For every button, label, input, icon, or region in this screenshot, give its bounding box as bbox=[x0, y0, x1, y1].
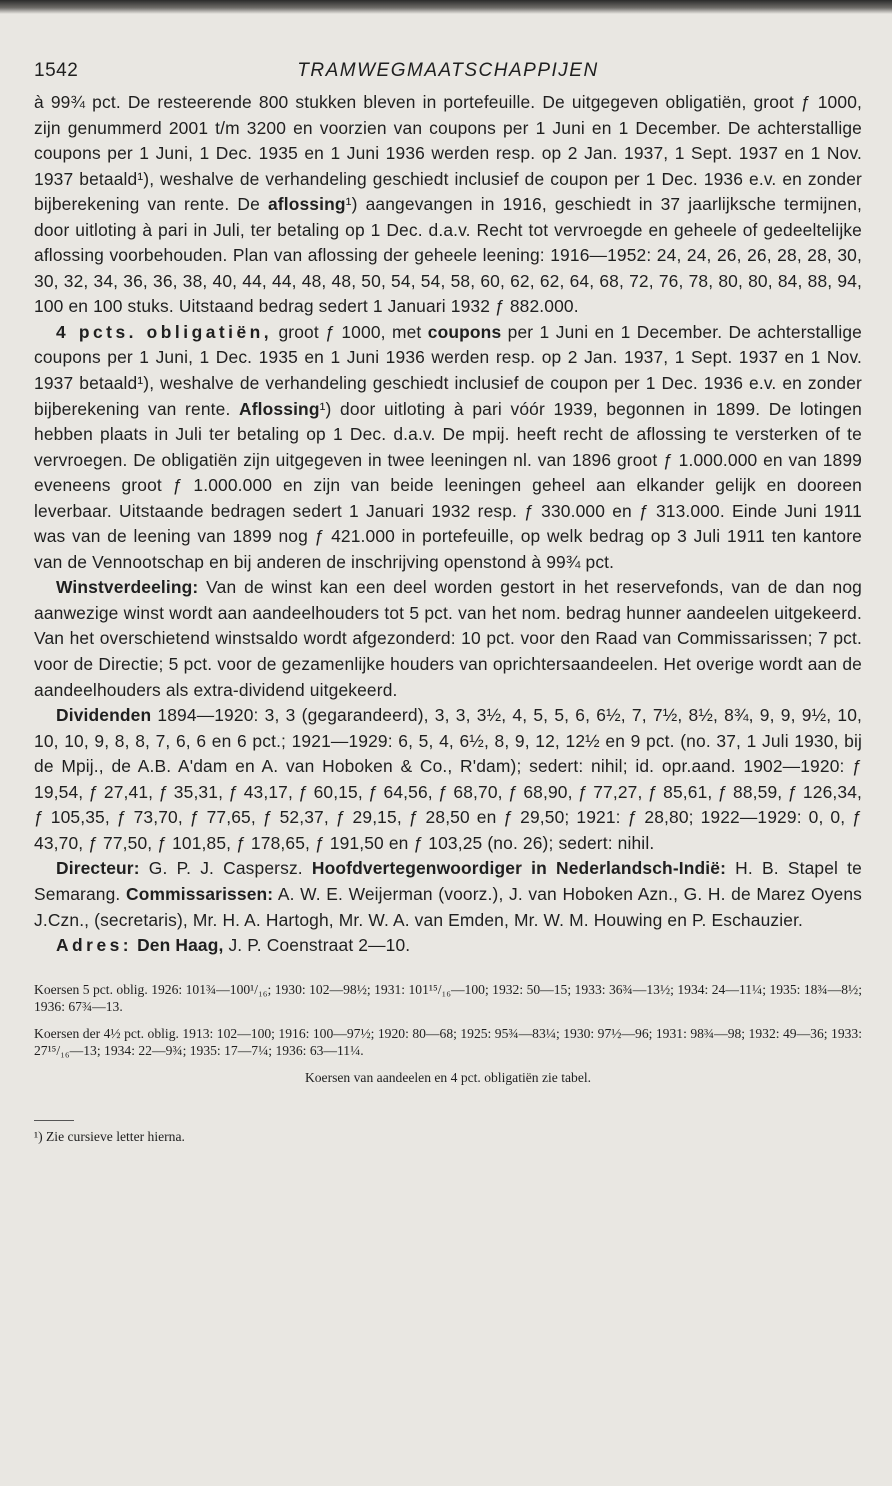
koersen-block bbox=[34, 981, 862, 1087]
text-run: groot ƒ 1000, met bbox=[272, 321, 428, 342]
text-run: 1894—1920: 3, 3 (gegarandeerd), 3, 3, 3½, 4, 5, 5, 6, 6½, 7, 7½, 8½, 8¾, 9, 9, 9½, 10, 10, 10, 9, 8, 8, 7, 6, 6 en 6 pct.; 1921—1929: 6, 5, 4, 6½, 8, 9, 12, 12½ en 9 pct. (no. 37, 1 Juli 1930, bij de Mpij., de A.B. A'dam en A. van Hoboken & Co., R'dam); sedert: nihil; id. opr.aand. 1902—1920: ƒ 19,54, ƒ 27,41, ƒ 35,31, ƒ 43,17, ƒ 60,15, ƒ 64,56, ƒ 68,70, ƒ 68,90, ƒ 77,27, ƒ 85,61, ƒ 88,59, ƒ 126,34, ƒ 105,35, ƒ 73,70, ƒ 77,65, ƒ 52,37, ƒ 29,15, ƒ 28,50 en ƒ 29,50; 1921: ƒ 28,80; 1922—1929: 0, 0, ƒ 43,70, ƒ 77,50, ƒ 101,85, ƒ 178,65, ƒ 191,50 en ƒ 103,25 (no. 26); sedert: nihil. bbox=[34, 705, 862, 853]
text-run: ¹) aangevangen in 1916, geschiedt in 37 jaarlijksche termijnen, door uitloting à pari in Juli, ter betaling op 1 Dec. d.a.v. Recht tot vervroegde en geheele of gedeeltelijke aflossing voorbehouden. Plan van aflossing der geheele leening: 1916—1952: 24, 24, 26, 26, 28, 28, 30, 30, 32, 34, 36, 36, 38, 40, 44, 44, 48, 48, 50, 54, 54, 58, 60, 62, 62, 64, 68, 72, 76, 78, 80, 80, 84, 88, 94, 100 en 100 stuks. Uitstaand bedrag sedert 1 Januari 1932 ƒ 882.000. bbox=[34, 194, 863, 317]
paragraph-adres bbox=[34, 933, 862, 959]
koersen-4half-pct: Koersen der 4½ pct. oblig. 1913: 102—100; 1916: 100—97½; 1920: 80—68; 1925: 95¾—83¼; 1930: 97½—96; 1931: 98¾—98; 1932: 49—36; 1933: 27¹⁵/₁₆—13; 1934: 22—9¾; 1935: 17—7¼; 1936: 63—11¼. bbox=[34, 1025, 862, 1059]
page-number: 1542 bbox=[34, 60, 79, 81]
paragraph-aflossing bbox=[34, 90, 862, 320]
koersen-5pct: Koersen 5 pct. oblig. 1926: 101¾—100¹/₁₆; 1930: 102—98½; 1931: 101¹⁵/₁₆—100; 1932: 50—15; 1933: 36¾—13½; 1934: 24—11¼; 1935: 18¾—8½; 1936: 67¾—13. bbox=[34, 981, 862, 1015]
paragraph-obligaties bbox=[34, 320, 862, 575]
main-text bbox=[34, 90, 862, 959]
bold-term: Aflossing bbox=[239, 398, 320, 419]
koersen-note: Koersen van aandeelen en 4 pct. obligatiën zie tabel. bbox=[304, 1069, 592, 1085]
spaced-heading: 4 pcts. obligatiën, bbox=[56, 321, 273, 342]
scan-top-edge bbox=[0, 0, 892, 14]
text-run: J. P. Coenstraat 2—10. bbox=[223, 935, 411, 956]
footnote-rule bbox=[34, 1120, 74, 1121]
bold-term: Dividenden bbox=[56, 705, 152, 726]
bold-term: Hoofdvertegenwoordiger in Nederlandsch-Indië: bbox=[311, 858, 727, 879]
text-run: à 99¾ pct. De resteerende 800 stukken bleven in portefeuille. De uitgegeven obligatiën, groot ƒ 1000, zijn genummerd 2001 t/m 3200 en voorzien van coupons per 1 Juni en 1 December. De achterstallige coupons per 1 Juni, 1 Dec. 1935 en 1 Juni 1936 werden resp. op 2 Jan. 1937, 1 Sept. 1937 en 1 Nov. 1937 betaald¹), weshalve de verhandeling geschiedt inclusief de coupon per 1 Dec. 1936 e.v. en zonder bijberekening van rente. De bbox=[34, 92, 862, 215]
text-run: Van de winst kan een deel worden gestort in het reservefonds, van de dan nog aanwezige winst wordt aan aandeelhouders tot 5 pct. van het nom. bedrag hunner aandeelen uitgekeerd. Van het overschietend winstsaldo wordt afgezonderd: 10 pct. voor den Raad van Commissarissen; 7 pct. voor de Directie; 5 pct. voor de gezamenlijke houders van oprichtersaandeelen. Het overige wordt aan de aandeelhouders als extra-dividend uitgekeerd. bbox=[34, 577, 862, 700]
bold-term: Winstverdeeling: bbox=[56, 577, 199, 598]
bold-term: Den Haag, bbox=[132, 935, 224, 956]
bold-term: Commissarissen: bbox=[126, 883, 274, 904]
text-run: per 1 Juni en 1 December. De achterstallige coupons per 1 Juni, 1 Dec. 1935 en 1 Juni 1936 werden resp. op 2 Jan. 1937, 1 Sept. 1937 en 1 Nov. 1937 betaald¹), weshalve de verhandeling geschiedt inclusief de coupon per 1 Dec. 1936 e.v. en zonder bijberekening van rente. bbox=[34, 321, 862, 419]
book-page bbox=[34, 56, 862, 1145]
spaced-heading: Adres: bbox=[56, 935, 133, 956]
text-run: H. B. Stapel te Semarang. bbox=[34, 858, 862, 904]
paragraph-winstverdeeling bbox=[34, 575, 862, 703]
text-run: A. W. E. Weijerman (voorz.), J. van Hoboken Azn., G. H. de Marez Oyens J.Czn., (secretaris), Mr. H. A. Hartogh, Mr. W. A. van Emden, Mr. W. M. Houwing en P. Eschauzier. bbox=[34, 883, 862, 930]
footnote: ¹) Zie cursieve letter hierna. bbox=[34, 1129, 185, 1145]
running-head: TRAMWEGMAATSCHAPPIJEN bbox=[297, 60, 599, 81]
text-run: ¹) door uitloting à pari vóór 1939, begonnen in 1899. De lotingen hebben plaats in Juli ter betaling op 1 Dec. d.a.v. De mpij. heeft recht de aflossing te versterken of te vervroegen. De obligatiën zijn uitgegeven in twee leeningen nl. van 1896 groot ƒ 1.000.000 en van 1899 eveneens groot ƒ 1.000.000 en zijn van beide leeningen geheel aan elkander gelijk en dooreen leverbaar. Uitstaande bedragen sedert 1 Januari 1932 resp. ƒ 330.000 en ƒ 313.000. Einde Juni 1911 was van de leening van 1899 nog ƒ 421.000 in portefeuille, op welk bedrag op 3 Juli 1911 ten kantore van de Vennootschap en bij anderen de inschrijving openstond à 99¾ pct. bbox=[34, 398, 863, 572]
bold-term: coupons bbox=[427, 321, 502, 342]
bold-term: Directeur: bbox=[56, 858, 140, 879]
paragraph-bestuur bbox=[34, 856, 862, 933]
text-run: G. P. J. Caspersz. bbox=[139, 858, 312, 879]
bold-term: aflossing bbox=[267, 194, 346, 215]
page-header bbox=[34, 56, 862, 90]
paragraph-dividenden bbox=[34, 703, 862, 856]
